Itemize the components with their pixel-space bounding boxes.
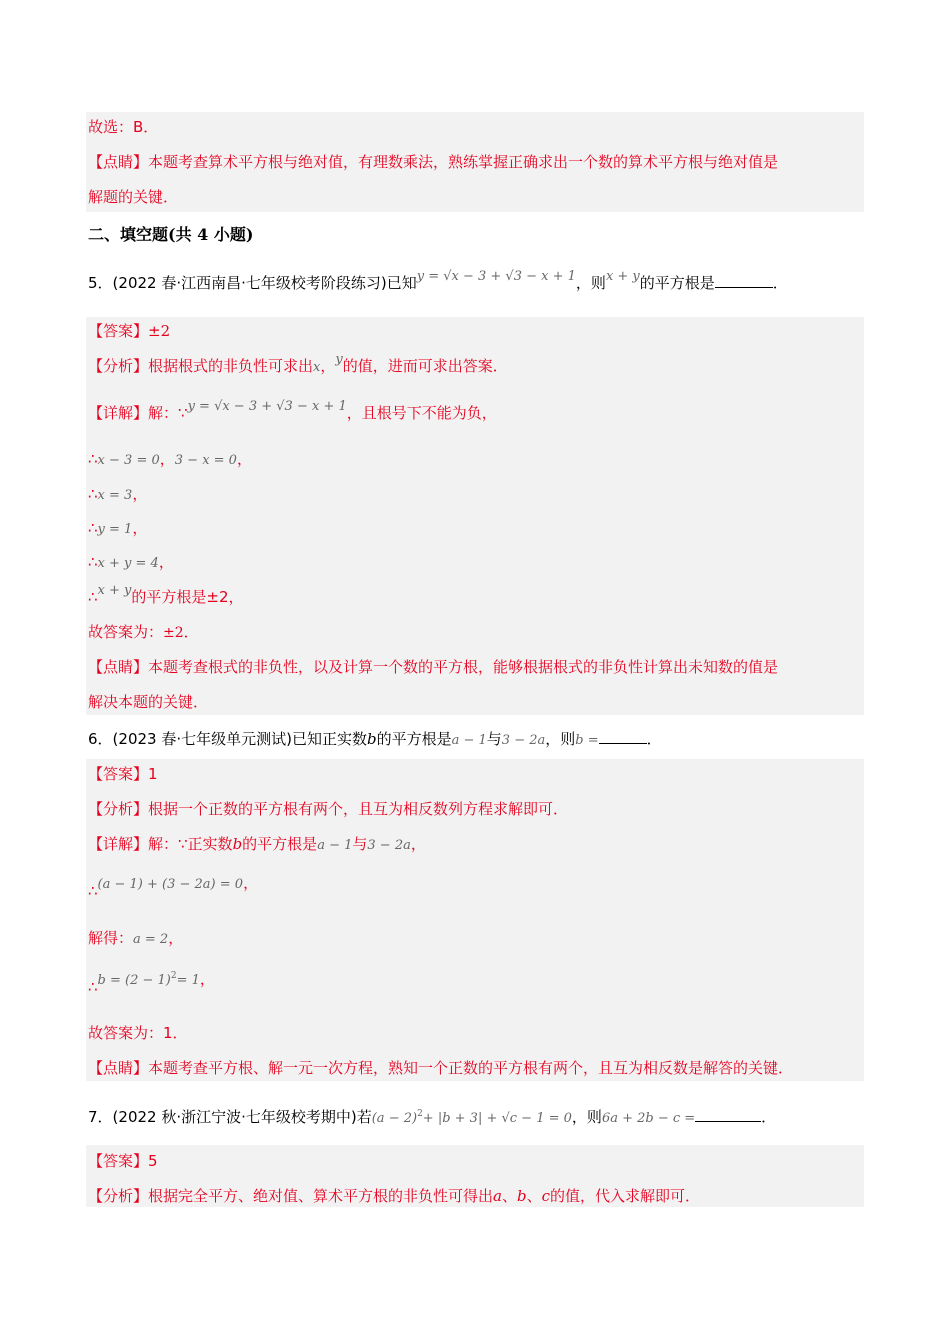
- q4-comment-line1: 【点睛】本题考查算术平方根与绝对值，有理数乘法，熟练掌握正确求出一个数的算术平方根与绝对值是: [88, 153, 779, 171]
- q6-question: 6．(2023 春·七年级单元测试)已知正实数b的平方根是a − 1与3 − 2a，则b = ．: [88, 730, 662, 748]
- q5-comment-line2: 解决本题的关键．: [88, 693, 209, 711]
- q6-step1: ∴(a − 1) + (3 − 2a) = 0，: [88, 874, 259, 900]
- q7-answer: 【答案】5: [88, 1152, 158, 1170]
- q5-step2: ∴x = 3，: [88, 485, 148, 503]
- q7-analysis: 【分析】根据完全平方、绝对值、算术平方根的非负性可得出a、b、c的值，代入求解即可．: [88, 1187, 701, 1205]
- q5-comment-line1: 【点睛】本题考查根式的非负性，以及计算一个数的平方根，能够根据根式的非负性计算出未知数的值是: [88, 658, 779, 676]
- q5-step4: ∴x + y = 4，: [88, 553, 174, 571]
- q4-comment-line2: 解题的关键．: [88, 188, 179, 206]
- q5-step3: ∴y = 1，: [88, 519, 148, 537]
- answer-blank: [715, 273, 773, 288]
- q5-answer: 【答案】±2: [88, 322, 171, 340]
- q5-formula-xy: x + y: [605, 269, 640, 284]
- q4-choice: 故选：B．: [88, 118, 159, 136]
- q6-step3: ∴b = $(2 - 1)^2= 1$，: [88, 970, 215, 996]
- q6-comment: 【点睛】本题考查平方根、解一元一次方程，熟知一个正数的平方根有两个，且互为相反数是解答的关键．: [88, 1059, 794, 1077]
- q5-final: 故答案为：±2．: [88, 623, 199, 641]
- q6-answer: 【答案】1: [88, 765, 158, 783]
- q5-step5: ∴x + y的平方根是±2，: [88, 583, 244, 606]
- q5-formula-y: y = √x − 3 + √3 − x + 1: [416, 269, 576, 284]
- q6-final: 故答案为：1．: [88, 1024, 188, 1042]
- q5-detail-formula: y = √x − 3 + √3 − x + 1: [187, 399, 347, 414]
- q5-step1: ∴x − 3 = 0，3 − x = 0，: [88, 450, 252, 468]
- q6-detail: 【详解】解：∵正实数b的平方根是a − 1与3 − 2a，: [88, 835, 426, 853]
- q6-analysis: 【分析】根据一个正数的平方根有两个，且互为相反数列方程求解即可．: [88, 800, 569, 818]
- answer-blank: [695, 1107, 761, 1122]
- q7-question: 7．(2022 秋·浙江宁波·七年级校考期中)若$(a - 2)^2+ |b + 3| + √c - 1 = 0$，则6a + 2b − c = ．: [88, 1108, 777, 1126]
- q5-detail: 【详解】解：∵y = √x − 3 + √3 − x + 1，且根号下不能为负，: [88, 399, 497, 422]
- q5-question: 5．(2022 春·江西南昌·七年级校考阶段练习)已知y = √x − 3 + √3 − x + 1，则x + y的平方根是 ．: [88, 269, 788, 292]
- section-title: 二、填空题(共 4 小题): [88, 225, 254, 244]
- answer-blank: [599, 729, 647, 744]
- q5-analysis: 【分析】根据根式的非负性可求出x，y的值，进而可求出答案．: [88, 352, 508, 375]
- q6-step2: 解得：a = 2，: [88, 929, 184, 947]
